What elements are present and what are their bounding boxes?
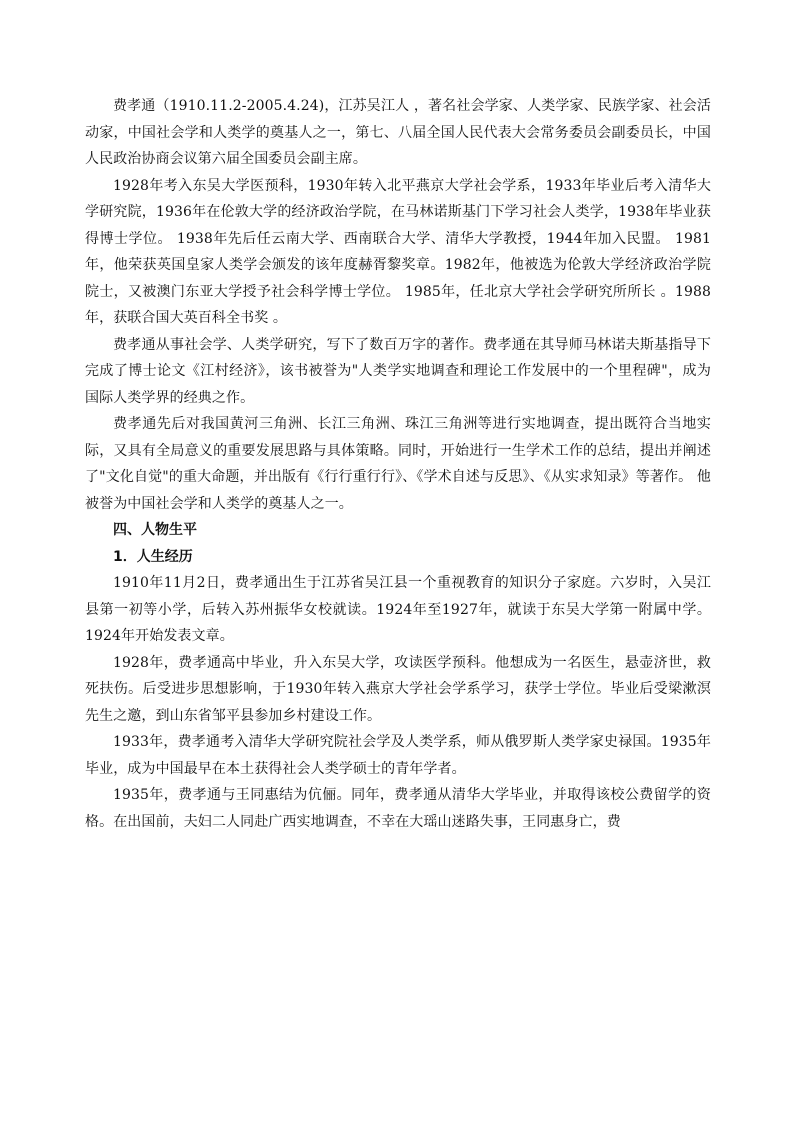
life-paragraph-1935: 1935年，费孝通与王同惠结为伉俪。同年，费孝通从清华大学毕业，并取得该校公费留学的资格。在出国前，夫妇二人同赴广西实地调查，不幸在大瑶山迷路失事，王同惠身亡，费: [85, 787, 711, 830]
section-heading: 四、人物生平: [113, 522, 197, 538]
life-paragraph-1928: 1928年，费孝通高中毕业，升入东吴大学，攻读医学预科。他想成为一名医生，悬壶济世，救死扶伤。后受进步思想影响，于1930年转入燕京大学社会学系学习，获学士学位。毕业后受梁漱溟先生之邀，到山东省邹平县参加乡村建设工作。: [85, 654, 711, 724]
life-paragraph-1933: 1933年，费孝通考入清华大学研究院社会学及人类学系，师从俄罗斯人类学家史禄国。1935年毕业，成为中国最早在本土获得社会人类学硕士的青年学者。: [85, 734, 711, 777]
intro-paragraph-research: 费孝通从事社会学、人类学研究，写下了数百万字的著作。费孝通在其导师马林诺夫斯基指导下完成了博士论文《江村经济》，该书被誉为"人类学实地调查和理论工作发展中的一个里程碑"，成为国际人类学界的经典之作。: [85, 336, 711, 406]
document-body: [85, 93, 711, 835]
intro-paragraph-biography: 费孝通（1910.11.2-2005.4.24)，江苏吴江人 ，著名社会学家、人类学家、民族学家、社会活动家，中国社会学和人类学的奠基人之一，第七、八届全国人民代表大会常务委员会副委员长，中国人民政治协商会议第六届全国委员会副主席。: [85, 98, 711, 167]
life-paragraph-1910: 1910年11月2日，费孝通出生于江苏省吴江县一个重视教育的知识分子家庭。六岁时，入吴江县第一初等小学，后转入苏州振华女校就读。1924年至1927年，就读于东吴大学第一附属中学。1924年开始发表文章。: [85, 575, 711, 644]
subsection-heading: 1．人生经历: [113, 548, 193, 565]
intro-paragraph-field-studies: 费孝通先后对我国黄河三角洲、长江三角洲、珠江三角洲等进行实地调查，提出既符合当地实际，又具有全局意义的重要发展思路与具体策略。同时，开始进行一生学术工作的总结，提出并阐述了"文化自觉"的重大命题，并出版有《行行重行行》、《学术自述与反思》、《从实求知录》等著作。 他被誉为中国社会学和人类学的奠基人之一。: [85, 416, 711, 512]
intro-paragraph-education: 1928年考入东吴大学医预科，1930年转入北平燕京大学社会学系，1933年毕业后考入清华大学研究院，1936年在伦敦大学的经济政治学院，在马林诺斯基门下学习社会人类学，1938年毕业获得博士学位。 1938年先后任云南大学、西南联合大学、清华大学教授，1944年加入民盟。 1981年，他荣获英国皇家人类学会颁发的该年度赫胥黎奖章。1982年，他被选为伦敦大学经济政治学院院士，又被澳门东亚大学授予社会科学博士学位。 1985年，任北京大学社会学研究所所长 。1988年，获联合国大英百科全书奖 。: [85, 177, 711, 326]
